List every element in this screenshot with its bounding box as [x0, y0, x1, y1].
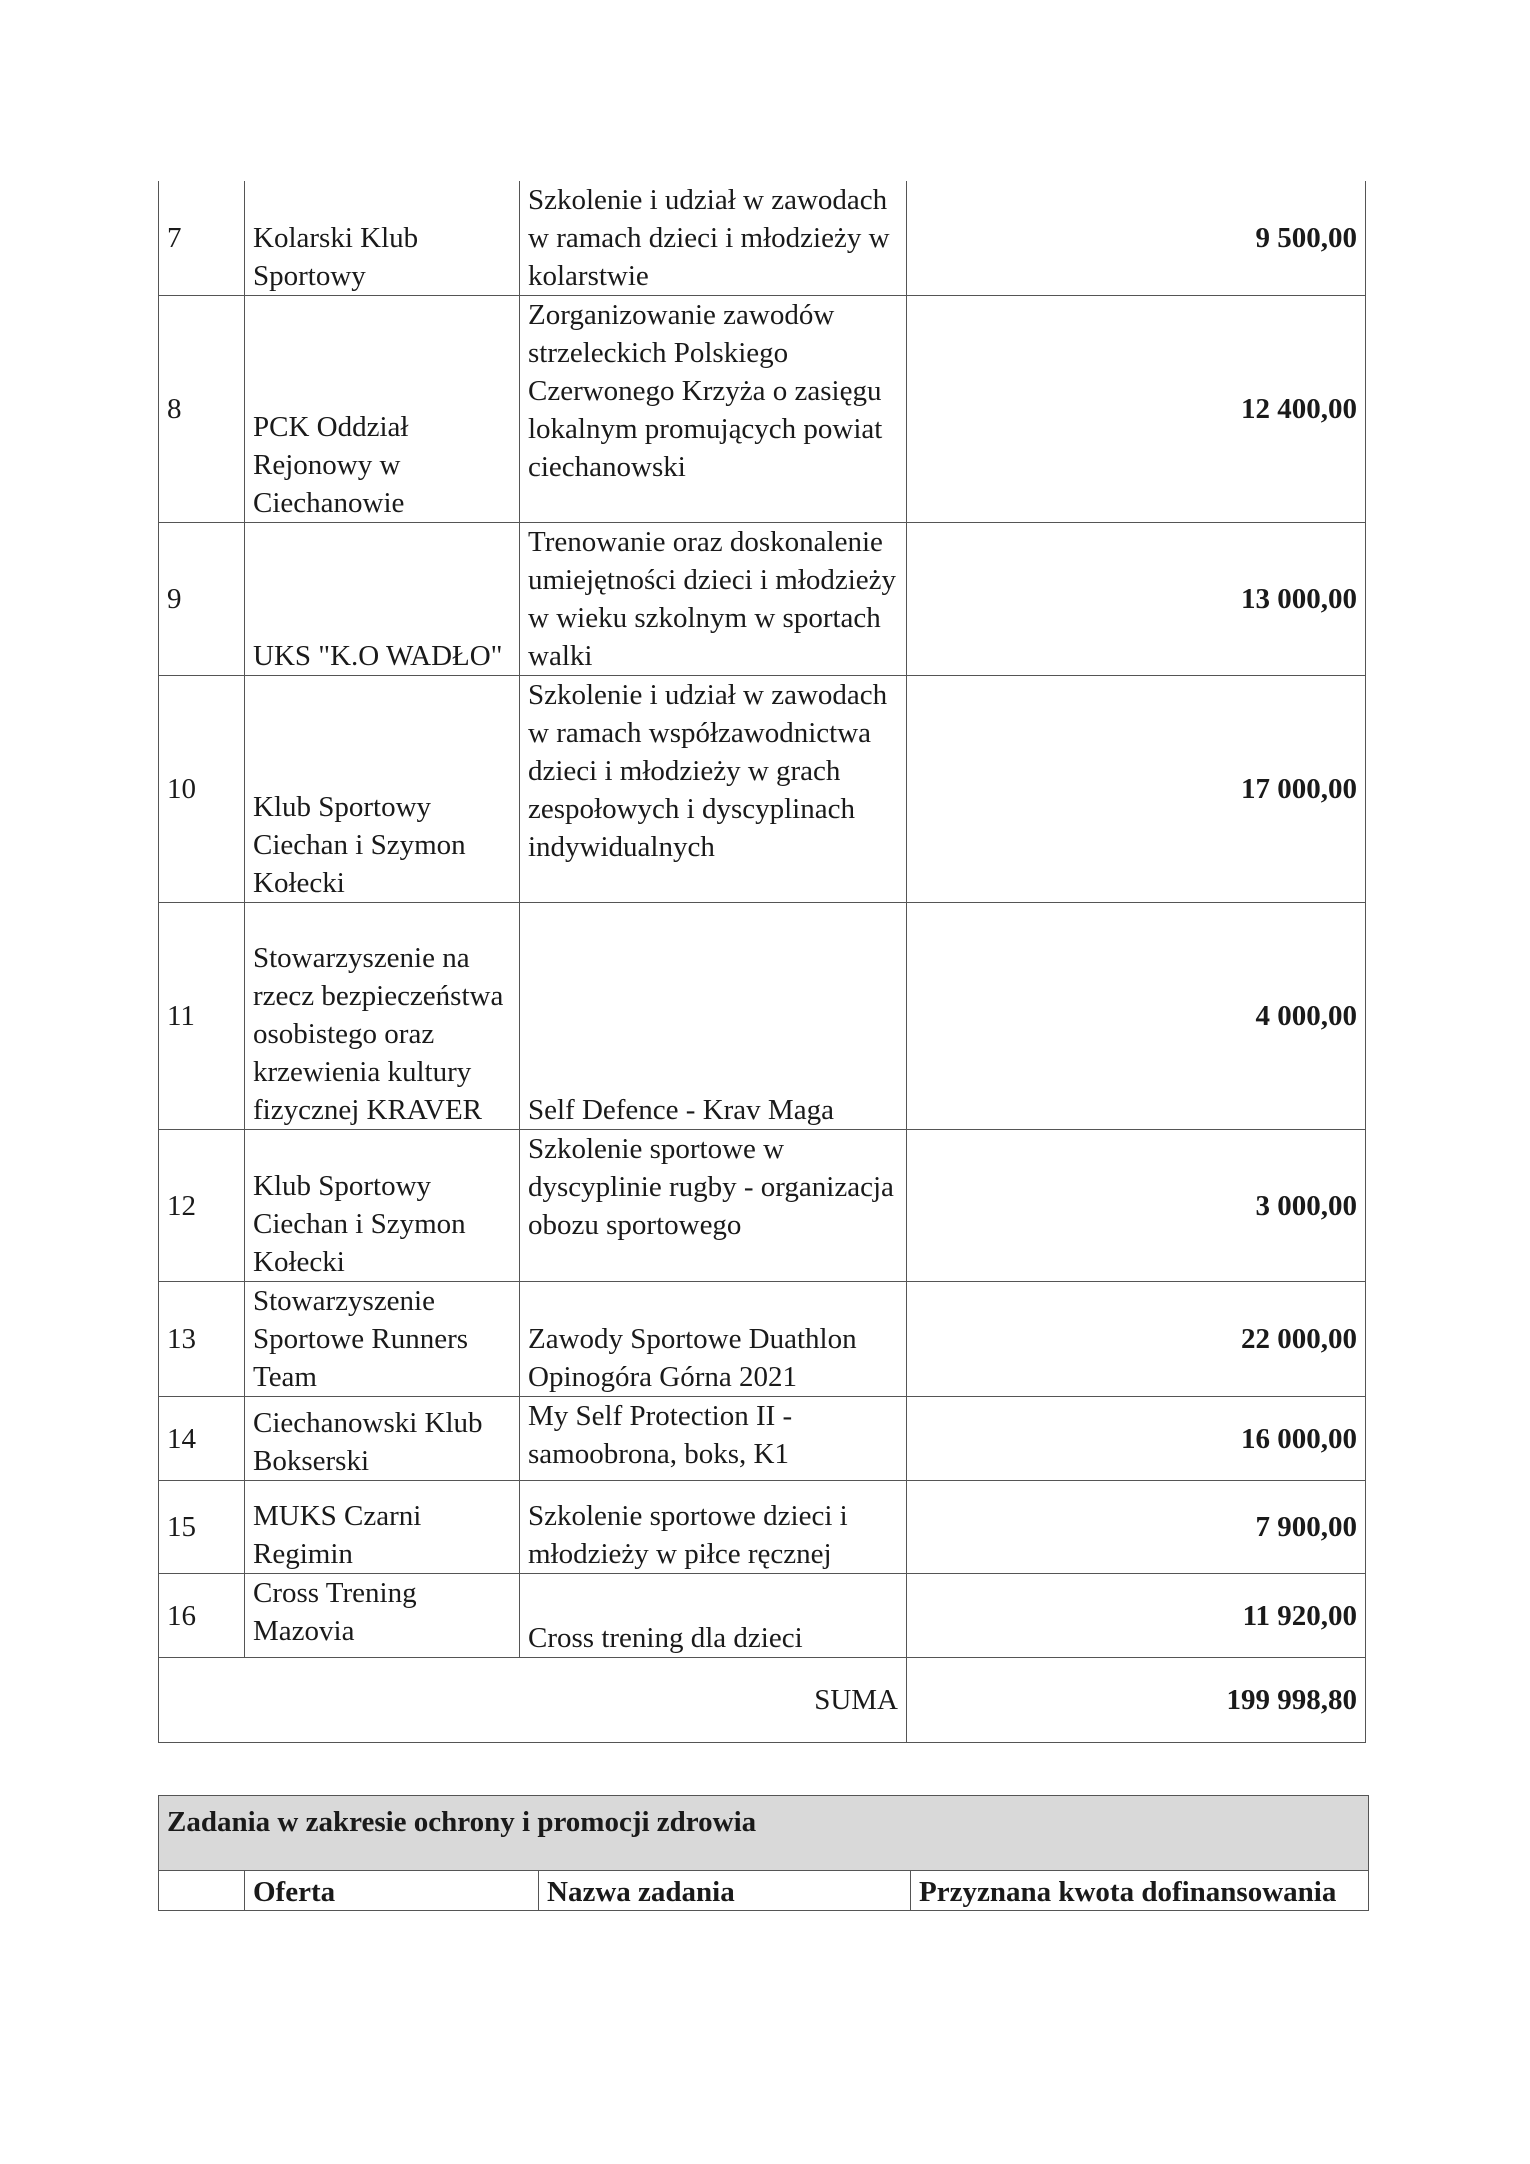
task-name: Cross trening dla dzieci: [520, 1574, 907, 1658]
offer-name: Klub Sportowy Ciechan i Szymon Kołecki: [245, 676, 520, 903]
task-name: Zorganizowanie zawodów strzeleckich Polskiego Czerwonego Krzyża o zasięgu lokalnym promujących powiat ciechanowski: [520, 296, 907, 523]
offer-name: Stowarzyszenie Sportowe Runners Team: [245, 1282, 520, 1397]
header-empty-cell: [159, 1871, 245, 1911]
offer-name: Cross Trening Mazovia: [245, 1574, 520, 1658]
grant-amount: 9 500,00: [907, 181, 1366, 296]
header-oferta: Oferta: [245, 1871, 539, 1911]
offer-name: Stowarzyszenie na rzecz bezpieczeństwa osobistego oraz krzewienia kultury fizycznej KRAVER: [245, 903, 520, 1130]
table-row: [159, 181, 1366, 296]
task-name: Szkolenie i udział w zawodach w ramach dzieci i młodzieży w kolarstwie: [520, 181, 907, 296]
task-name: Zawody Sportowe Duathlon Opinogóra Górna 2021: [520, 1282, 907, 1397]
offer-name: MUKS Czarni Regimin: [245, 1481, 520, 1574]
row-number: 7: [159, 181, 245, 296]
grant-amount: 13 000,00: [907, 523, 1366, 676]
table-row: [159, 1282, 1366, 1397]
task-name: Trenowanie oraz doskonalenie umiejętności dzieci i młodzieży w wieku szkolnym w sportach walki: [520, 523, 907, 676]
grant-amount: 12 400,00: [907, 296, 1366, 523]
grant-amount: 22 000,00: [907, 1282, 1366, 1397]
grant-amount: 4 000,00: [907, 903, 1366, 1130]
grant-amount: 17 000,00: [907, 676, 1366, 903]
header-nazwa: Nazwa zadania: [539, 1871, 911, 1911]
header-row: [159, 1871, 1369, 1911]
table-row: [159, 1130, 1366, 1282]
row-number: 10: [159, 676, 245, 903]
grants-table: [158, 181, 1366, 1743]
table-row: [159, 1574, 1366, 1658]
grant-amount: 16 000,00: [907, 1397, 1366, 1481]
sum-row: [159, 1658, 1366, 1743]
header-kwota: Przyznana kwota dofinansowania: [911, 1871, 1369, 1911]
row-number: 12: [159, 1130, 245, 1282]
offer-name: Kolarski Klub Sportowy: [245, 181, 520, 296]
task-name: Szkolenie i udział w zawodach w ramach współzawodnictwa dzieci i młodzieży w grach zespołowych i dyscyplinach indywidualnych: [520, 676, 907, 903]
task-name: Self Defence - Krav Maga: [520, 903, 907, 1130]
table-row: [159, 676, 1366, 903]
row-number: 16: [159, 1574, 245, 1658]
table-row: [159, 523, 1366, 676]
task-name: Szkolenie sportowe dzieci i młodzieży w piłce ręcznej: [520, 1481, 907, 1574]
grant-amount: 7 900,00: [907, 1481, 1366, 1574]
offer-name: Klub Sportowy Ciechan i Szymon Kołecki: [245, 1130, 520, 1282]
row-number: 13: [159, 1282, 245, 1397]
offer-name: PCK Oddział Rejonowy w Ciechanowie: [245, 296, 520, 523]
row-number: 15: [159, 1481, 245, 1574]
table-row: [159, 1397, 1366, 1481]
grant-amount: 11 920,00: [907, 1574, 1366, 1658]
table-row: [159, 1481, 1366, 1574]
row-number: 8: [159, 296, 245, 523]
task-name: My Self Protection II - samoobrona, boks, K1: [520, 1397, 907, 1481]
health-tasks-table: [158, 1795, 1369, 1911]
row-number: 9: [159, 523, 245, 676]
offer-name: UKS "K.O WADŁO": [245, 523, 520, 676]
section-title-row: [159, 1796, 1369, 1871]
row-number: 11: [159, 903, 245, 1130]
task-name: Szkolenie sportowe w dyscyplinie rugby - organizacja obozu sportowego: [520, 1130, 907, 1282]
sum-value: 199 998,80: [907, 1658, 1366, 1743]
offer-name: Ciechanowski Klub Bokserski: [245, 1397, 520, 1481]
sum-label: SUMA: [159, 1658, 907, 1743]
row-number: 14: [159, 1397, 245, 1481]
table-row: [159, 903, 1366, 1130]
section-title: Zadania w zakresie ochrony i promocji zdrowia: [159, 1796, 1369, 1871]
table-row: [159, 296, 1366, 523]
grant-amount: 3 000,00: [907, 1130, 1366, 1282]
